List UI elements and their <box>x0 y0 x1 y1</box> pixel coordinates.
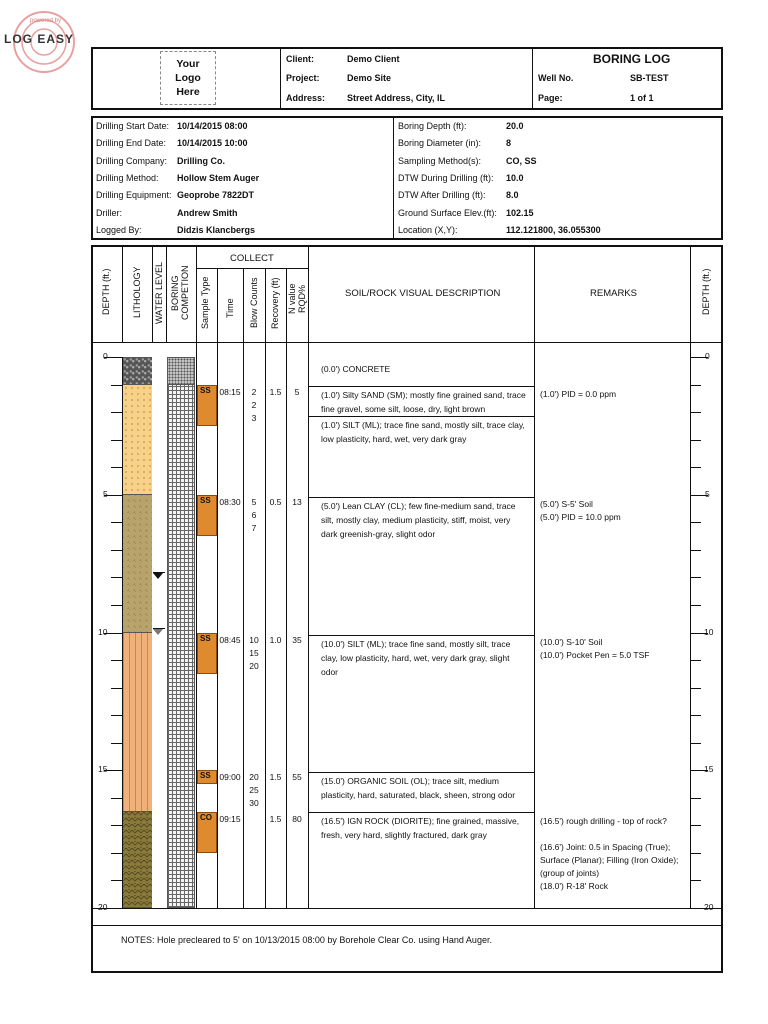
description-entry: (15.0') ORGANIC SOIL (OL); trace silt, medium plasticity, hard, saturated, black, sheen, strong odor <box>321 776 516 800</box>
depth-label-right: 15 <box>704 764 714 775</box>
info-left-value: Didzis Klancbergs <box>177 224 256 235</box>
col-boring-header: BORING COMPETION <box>170 265 190 321</box>
page-value: 1 of 1 <box>630 93 654 103</box>
info-left-value: Geoprobe 7822DT <box>177 190 255 201</box>
nvalue: 80 <box>292 813 302 824</box>
lithology-unit-lean-clay <box>123 495 152 633</box>
sample-time: 09:00 <box>219 772 241 783</box>
remark-entry <box>540 498 688 524</box>
info-right-label: Location (X,Y): <box>398 224 458 235</box>
water-level-during-icon <box>153 629 163 635</box>
depth-tick-left <box>111 798 122 799</box>
info-right-label: Boring Depth (ft): <box>398 121 467 131</box>
blow-count: 5 <box>251 496 257 507</box>
info-left-label: Drilling Start Date: <box>96 121 170 131</box>
description-entry: (5.0') Lean CLAY (CL); few fine-medium sand, trace silt, mostly clay, medium plasticity, stiff, moist, very dark greenish-gray, slight odor <box>321 501 516 539</box>
depth-tick-left <box>111 522 122 523</box>
depth-tick-right <box>690 825 701 826</box>
info-left-label: Drilling Method: <box>96 172 159 183</box>
nvalue: 55 <box>292 772 302 783</box>
blow-count: 2 <box>251 399 257 410</box>
brand-stamp-text: powered by <box>30 18 62 24</box>
logo-placeholder-text: Your Logo Here <box>175 58 201 98</box>
depth-tick-right <box>690 440 701 441</box>
depth-tick-right <box>690 467 701 468</box>
blow-count: 25 <box>249 785 259 796</box>
depth-tick-right <box>690 412 701 413</box>
client-value: Demo Client <box>347 54 400 64</box>
info-left-label: Drilling Company: <box>96 155 168 166</box>
sample-time: 08:30 <box>219 496 241 507</box>
description-divider <box>308 497 534 498</box>
boring-completion-column <box>167 357 195 908</box>
depth-tick-right <box>690 550 701 551</box>
sample-type-label: SS <box>200 495 211 505</box>
plot-bottom-line <box>91 908 723 909</box>
project-value: Demo Site <box>347 73 392 83</box>
recovery-value: 1.5 <box>269 813 282 824</box>
description-divider <box>308 416 534 417</box>
depth-tick-left <box>111 440 122 441</box>
info-right-value: 112.121800, 36.055300 <box>506 224 601 235</box>
nvalue: 5 <box>294 386 300 397</box>
info-right-value: CO, SS <box>506 155 537 166</box>
col-sample-type-header: Sample Type <box>200 276 210 330</box>
water-level-after-icon <box>153 573 163 579</box>
remark-entry <box>540 388 688 401</box>
info-left-value: Andrew Smith <box>177 207 238 218</box>
info-right-label: Boring Diameter (in): <box>398 138 482 149</box>
description-entry: (16.5') IGN ROCK (DIORITE); fine grained, massive, fresh, very hard, slightly fractured, dark gray <box>321 816 520 840</box>
lithology-unit-silty-sand <box>123 385 152 495</box>
blow-count: 6 <box>251 509 257 520</box>
blow-count: 7 <box>251 522 257 533</box>
nvalue: 13 <box>292 496 302 507</box>
depth-tick-left <box>111 605 122 606</box>
description-divider <box>308 386 534 387</box>
well-label: Well No. <box>538 73 574 83</box>
remark-line: (16.5') rough drilling - top of rock? <box>540 816 667 826</box>
depth-axis-right <box>690 357 691 908</box>
description-entry: (1.0') Silty SAND (SM); mostly fine grained sand, trace fine gravel, some silt, loose, dry, light brown <box>321 390 526 414</box>
depth-tick-right <box>690 798 701 799</box>
col-description-header: SOIL/ROCK VISUAL DESCRIPTION <box>345 288 501 299</box>
info-right-value: 8.0 <box>506 190 519 201</box>
depth-label-right: 0 <box>705 351 710 361</box>
remark-line <box>540 828 688 841</box>
sample-type-label: SS <box>200 385 211 395</box>
remark-line: (10.0') S-10' Soil <box>540 637 603 647</box>
depth-label-left: 10 <box>98 626 108 637</box>
recovery-value: 1.0 <box>269 634 282 645</box>
project-label: Project: <box>286 73 320 83</box>
col-depth-header: DEPTH (ft.) <box>101 268 111 316</box>
depth-tick-right <box>690 605 701 606</box>
depth-tick-right <box>690 853 701 854</box>
sample-type-label: CO <box>200 812 212 822</box>
client-label: Client: <box>286 54 314 64</box>
info-right-value: 102.15 <box>506 207 534 218</box>
water-level-after-line <box>153 572 165 573</box>
depth-tick-right <box>690 688 701 689</box>
col-nvalue-header: N value RQD% <box>287 283 307 315</box>
depth-label-left: 0 <box>103 351 108 361</box>
sample-time: 08:45 <box>219 634 241 645</box>
depth-tick-right <box>690 660 701 661</box>
boring-concrete-cap <box>167 357 195 385</box>
notes-text: NOTES: Hole precleared to 5' on 10/13/2015 08:00 by Borehole Clear Co. using Hand Auger. <box>121 935 492 945</box>
info-right-value: 10.0 <box>506 172 524 183</box>
info-right-label: Sampling Method(s): <box>398 155 482 166</box>
depth-label-left: 20 <box>98 902 108 912</box>
blow-count: 30 <box>249 798 259 809</box>
col-blow-header: Blow Counts <box>249 277 259 329</box>
depth-tick-left <box>111 550 122 551</box>
description-entry: (1.0') SILT (ML); trace fine sand, mostly silt, trace clay, low plasticity, hard, wet, very dark gray <box>321 420 525 444</box>
depth-tick-right <box>690 743 701 744</box>
page-label: Page: <box>538 93 563 103</box>
lithology-unit-concrete <box>123 357 152 385</box>
depth-tick-left <box>111 467 122 468</box>
sample-type-label: SS <box>200 771 211 781</box>
depth-tick-left <box>111 743 122 744</box>
info-left-label: Drilling Equipment: <box>96 190 172 201</box>
blow-count: 3 <box>251 412 257 423</box>
remark-line: (5.0') S-5' Soil <box>540 499 593 509</box>
col-lithology-header: LITHOLOGY <box>132 266 142 318</box>
blow-count: 20 <box>249 772 259 783</box>
depth-tick-left <box>111 880 122 881</box>
remark-line: (10.0') Pocket Pen = 5.0 TSF <box>540 650 650 660</box>
brand-text: LOG EASY <box>4 32 75 46</box>
description-divider <box>308 812 534 813</box>
col-remarks-header: REMARKS <box>590 288 637 299</box>
sample-type-label: SS <box>200 633 211 643</box>
depth-tick-left <box>111 385 122 386</box>
depth-tick-left <box>111 853 122 854</box>
col-collect-header: COLLECT <box>230 253 274 264</box>
depth-tick-left <box>111 715 122 716</box>
info-left-value: 10/14/2015 10:00 <box>177 138 248 149</box>
col-recovery-header: Recovery (ft) <box>270 277 280 329</box>
depth-tick-right <box>690 522 701 523</box>
depth-tick-left <box>111 412 122 413</box>
lithology-unit-igneous-rock <box>123 812 152 908</box>
description-entry: (10.0') SILT (ML); trace fine sand, mostly silt, trace clay, low plasticity, hard, wet, very dark gray, slight odor <box>321 639 511 677</box>
info-right-label: DTW After Drilling (ft): <box>398 190 486 201</box>
depth-tick-left <box>111 577 122 578</box>
col-depth-right-header: DEPTH (ft.) <box>701 268 711 316</box>
remark-line: (18.0') R-18' Rock <box>540 881 608 891</box>
depth-tick-right <box>690 715 701 716</box>
info-left-value: Hollow Stem Auger <box>177 172 260 183</box>
report-title: BORING LOG <box>593 52 671 66</box>
info-left-label: Drilling End Date: <box>96 138 167 149</box>
nvalue: 35 <box>292 634 302 645</box>
info-right-label: Ground Surface Elev.(ft): <box>398 207 497 218</box>
info-left-value: 10/14/2015 08:00 <box>177 121 248 131</box>
info-right-value: 8 <box>506 138 512 149</box>
remark-line: (5.0') PID = 10.0 ppm <box>540 512 621 522</box>
depth-tick-left <box>111 688 122 689</box>
water-level-during-line <box>153 628 165 629</box>
info-left-label: Logged By: <box>96 224 142 235</box>
blow-count: 15 <box>249 647 259 658</box>
recovery-value: 1.5 <box>269 386 282 397</box>
col-time-header: Time <box>225 298 235 318</box>
description-entry: (0.0') CONCRETE <box>321 364 391 374</box>
blow-count: 2 <box>251 386 257 397</box>
depth-label-right: 10 <box>704 626 714 637</box>
info-left-label: Driller: <box>96 207 122 218</box>
brand-logo <box>4 8 90 78</box>
sample-time: 09:15 <box>219 813 241 824</box>
depth-label-right: 20 <box>704 902 714 912</box>
depth-tick-left <box>111 660 122 661</box>
description-divider <box>308 772 534 773</box>
remark-line: (1.0') PID = 0.0 ppm <box>540 389 617 399</box>
recovery-value: 1.5 <box>269 772 282 783</box>
remark-line: (16.6') Joint: 0.5 in Spacing (True); Surface (Planar); Filling (Iron Oxide); (group of joints) <box>540 842 679 878</box>
depth-tick-right <box>690 577 701 578</box>
recovery-value: 0.5 <box>269 496 282 507</box>
info-right-label: DTW During Drilling (ft): <box>398 172 494 183</box>
depth-label-left: 15 <box>98 764 108 775</box>
depth-label-left: 5 <box>103 488 108 499</box>
blow-count: 20 <box>249 660 259 671</box>
depth-tick-right <box>690 385 701 386</box>
remark-entry <box>540 815 688 893</box>
address-value: Street Address, City, IL <box>347 93 446 103</box>
info-left-value: Drilling Co. <box>177 155 225 166</box>
depth-tick-left <box>111 825 122 826</box>
depth-label-right: 5 <box>705 488 710 499</box>
col-water-header: WATER LEVEL <box>154 262 164 325</box>
info-right-value: 20.0 <box>506 121 524 131</box>
sample-time: 08:15 <box>219 386 241 397</box>
well-value: SB-TEST <box>630 73 669 83</box>
lithology-unit-silt <box>123 633 152 812</box>
blow-count: 10 <box>249 634 259 645</box>
description-divider <box>308 635 534 636</box>
depth-tick-right <box>690 880 701 881</box>
remark-entry <box>540 636 688 662</box>
address-label: Address: <box>286 93 326 103</box>
